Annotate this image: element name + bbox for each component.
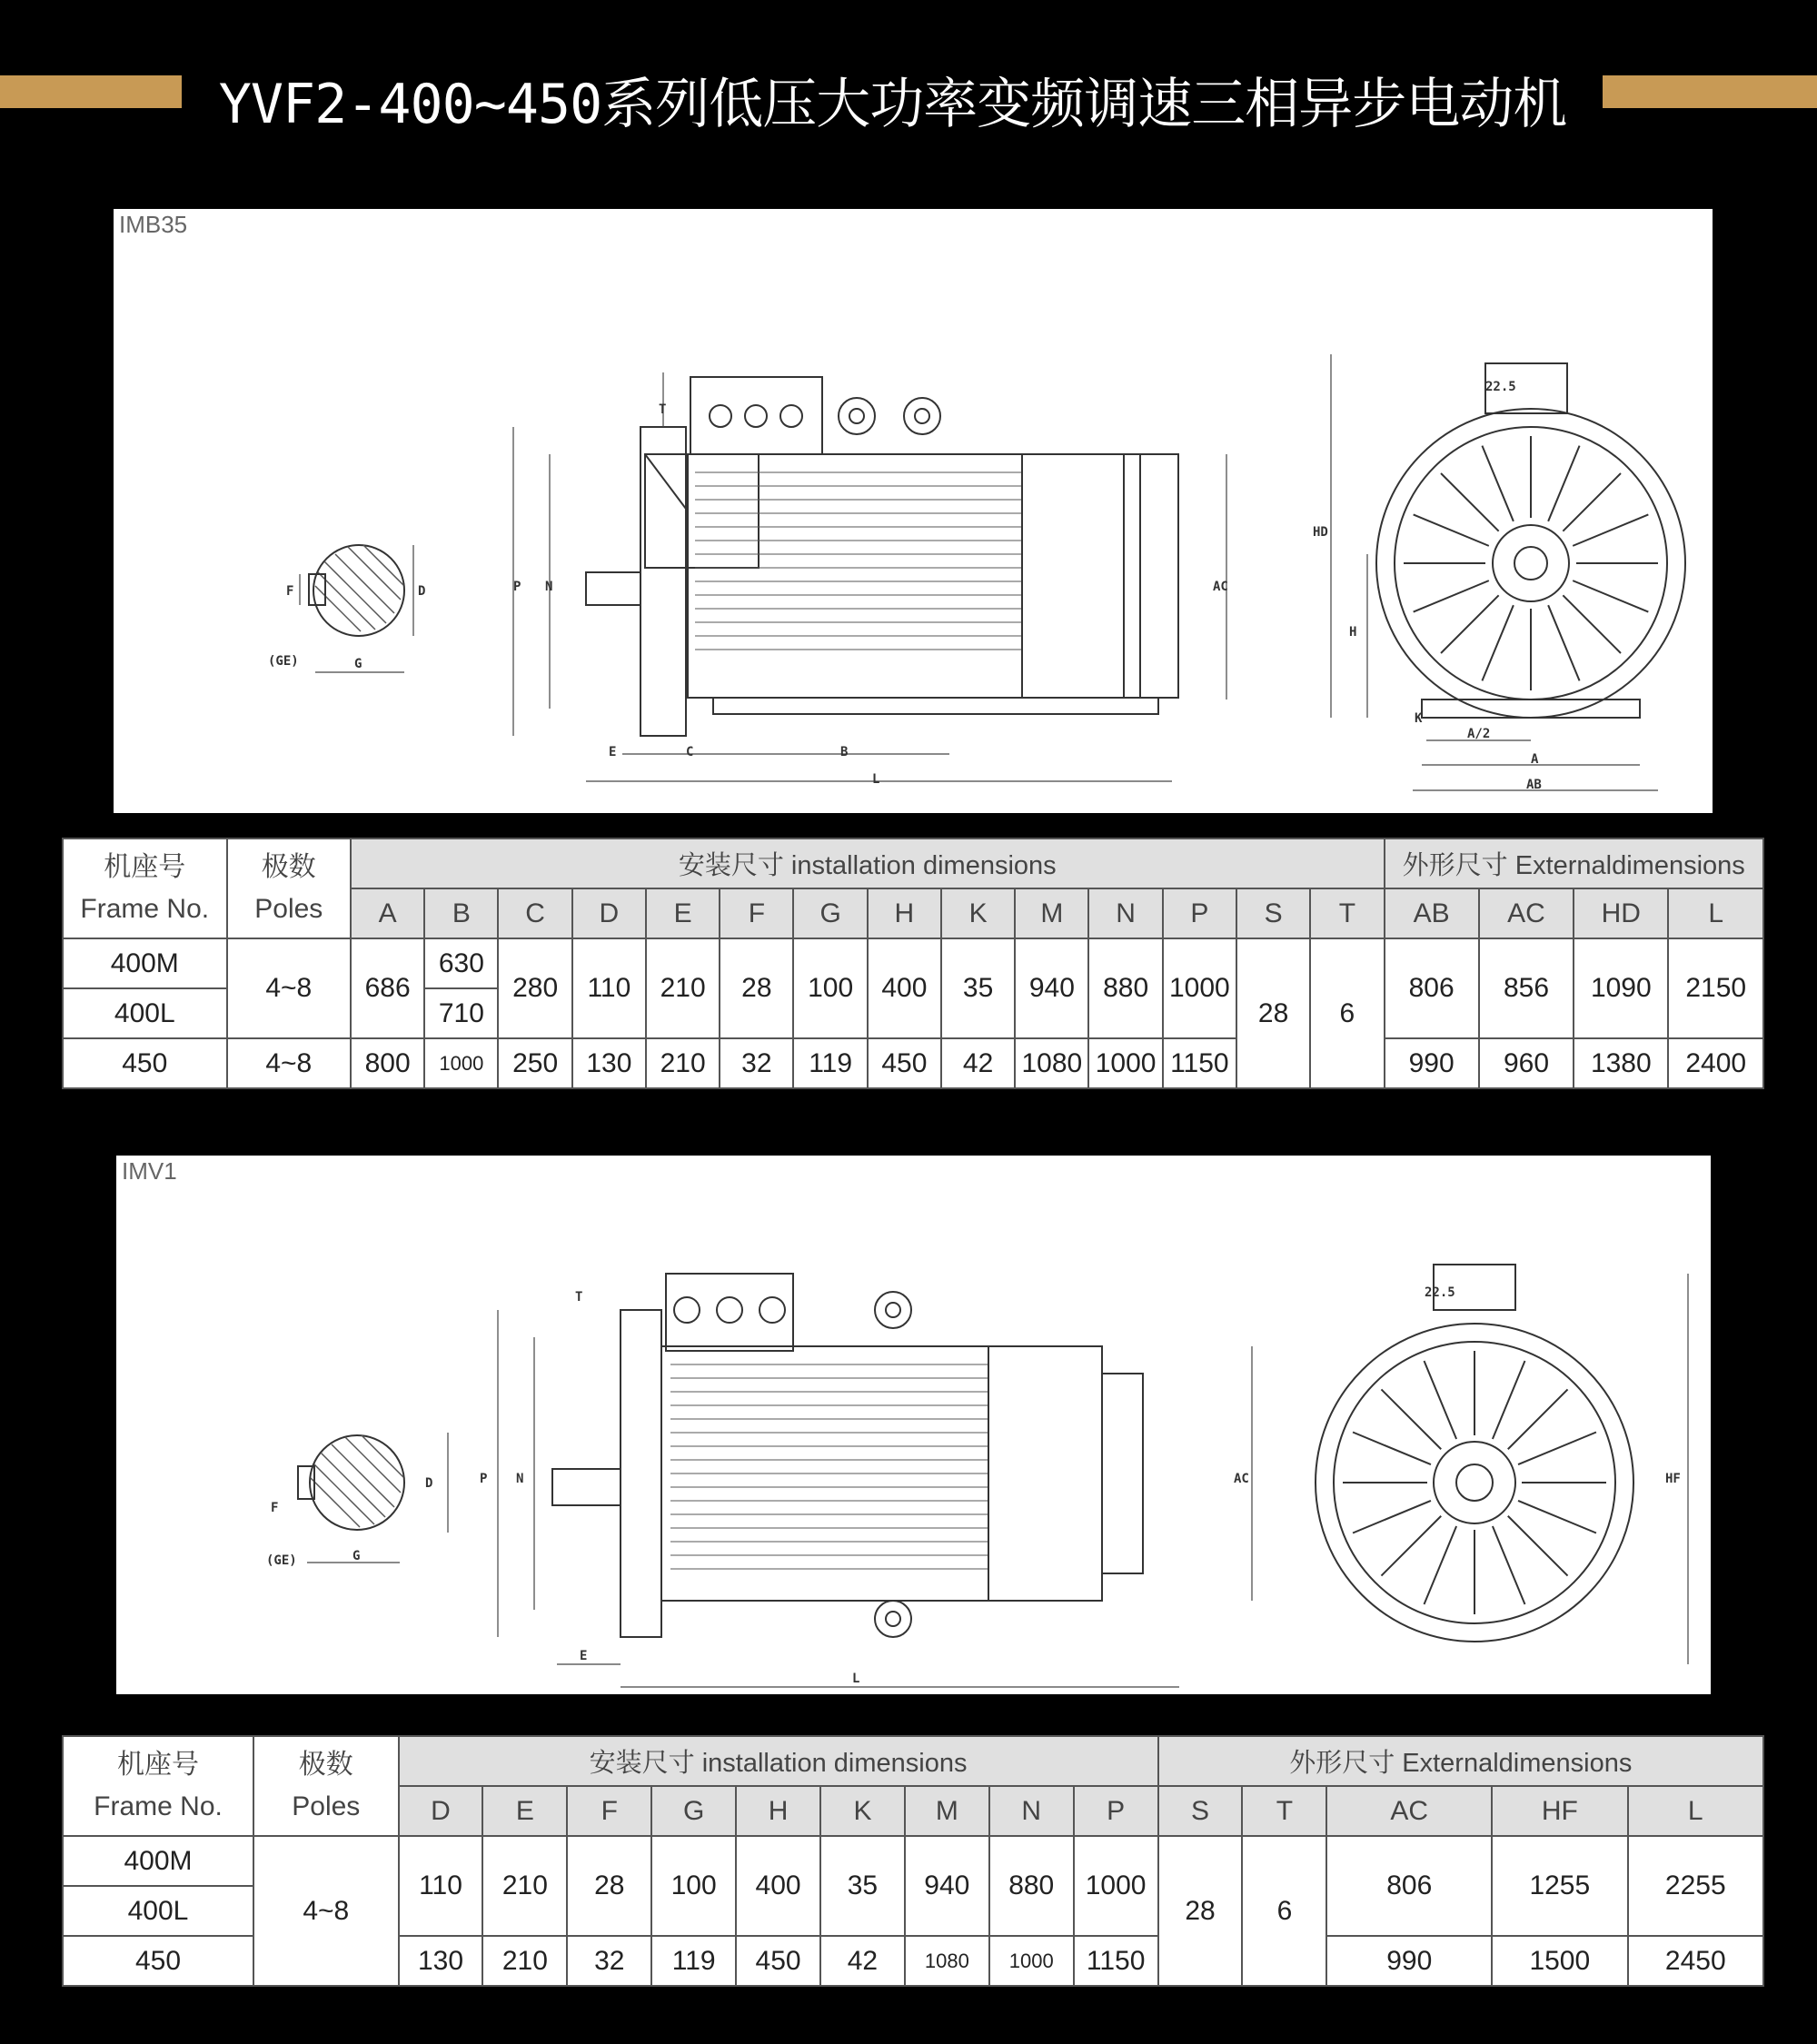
drawing-label: IMB35 (119, 211, 188, 238)
col-header-B: B (424, 888, 498, 938)
cell-B: 630 (424, 938, 498, 988)
dim-P: P (480, 1472, 488, 1486)
dim-AB: AB (1526, 778, 1542, 792)
drawing-imv1 (116, 1156, 1711, 1694)
cooling-rib (1425, 1361, 1457, 1439)
dimension-table-imb35 (62, 838, 1764, 1089)
table-row (63, 938, 1763, 988)
cell-K: 35 (820, 1836, 905, 1936)
cooling-rib (1508, 1389, 1568, 1449)
gold-accent-left (0, 75, 182, 108)
cell-AB: 806 (1385, 938, 1479, 1038)
dim-L: L (872, 772, 880, 787)
cell-H: 450 (736, 1936, 820, 1986)
cell-H: 450 (868, 1038, 941, 1088)
dim-T1: T (659, 402, 667, 417)
drawing-label: IMV1 (122, 1157, 177, 1185)
cooling-rib (1381, 1516, 1441, 1576)
motor-drawing-imv1 (116, 1156, 1711, 1694)
col-header-E: E (646, 888, 720, 938)
cell-M: 940 (905, 1836, 989, 1936)
cooling-rib (1482, 446, 1513, 521)
cell-L: 2255 (1628, 1836, 1763, 1936)
col-header-D: D (572, 888, 646, 938)
poles-header: 极数 Poles (227, 838, 351, 938)
cooling-rib (1548, 446, 1579, 521)
cooling-rib (1548, 605, 1579, 680)
cell-P: 1150 (1074, 1936, 1158, 1986)
dim-angle: 22.5 (1485, 380, 1516, 394)
col-header-F: F (720, 888, 793, 938)
dim-F: F (286, 584, 294, 599)
cell-P: 1000 (1163, 938, 1236, 1038)
col-header-E: E (482, 1786, 567, 1836)
col-header-M: M (905, 1786, 989, 1836)
cell-N: 880 (989, 1836, 1074, 1936)
cell-N: 880 (1088, 938, 1162, 1038)
dim-B: B (840, 745, 849, 759)
cooling-rib (1518, 1433, 1596, 1465)
motor-side-view (498, 1274, 1252, 1687)
cell-AC: 806 (1326, 1836, 1492, 1936)
cell-B: 710 (424, 988, 498, 1038)
col-header-F: F (567, 1786, 651, 1836)
col-header-AB: AB (1385, 888, 1479, 938)
frame-no-header: 机座号 Frame No. (63, 838, 227, 938)
col-header-D: D (399, 1786, 483, 1836)
cell-G: 100 (651, 1836, 736, 1936)
cooling-rib (1573, 580, 1648, 611)
cell-T: 6 (1242, 1836, 1326, 1986)
cell-E: 210 (482, 1936, 567, 1986)
dim-G: G (354, 657, 362, 671)
cell-HF: 1500 (1492, 1936, 1627, 1986)
cell-M: 940 (1015, 938, 1088, 1038)
dim-N: N (516, 1472, 524, 1486)
frame-cell: 400M (63, 938, 227, 988)
cell-F: 28 (720, 938, 793, 1038)
dim-A2: A/2 (1467, 727, 1491, 741)
cell-A: 800 (351, 1038, 424, 1088)
col-header-G: G (651, 1786, 736, 1836)
cell-A: 686 (351, 938, 424, 1038)
col-header-HF: HF (1492, 1786, 1627, 1836)
table-row (63, 1038, 1763, 1088)
cell-M: 1080 (1015, 1038, 1088, 1088)
motor-end-view (1316, 1265, 1688, 1664)
page-title: YVF2-400~450系列低压大功率变频调速三相异步电动机 (218, 73, 1567, 136)
motor-drawing-imb35 (114, 209, 1713, 813)
poles-cell: 4~8 (227, 938, 351, 1038)
col-header-A: A (351, 888, 424, 938)
dim-H: H (1349, 625, 1357, 640)
col-header-S: S (1158, 1786, 1243, 1836)
dim-HD: HD (1313, 525, 1328, 540)
cell-C: 250 (498, 1038, 571, 1088)
cell-G: 119 (651, 1936, 736, 1986)
motor-side-view (513, 372, 1226, 781)
cooling-rib (1414, 580, 1489, 611)
cooling-rib (1493, 1526, 1525, 1604)
cell-L: 2150 (1668, 938, 1763, 1038)
cell-K: 42 (820, 1936, 905, 1986)
cell-F: 32 (567, 1936, 651, 1986)
title-bar (0, 0, 1817, 173)
dim-F: F (271, 1501, 279, 1515)
col-header-M: M (1015, 888, 1088, 938)
cell-H: 400 (736, 1836, 820, 1936)
shaft-section (300, 545, 413, 672)
dim-L: L (852, 1672, 860, 1686)
dim-GE: (GE) (268, 654, 299, 669)
cell-T: 6 (1310, 938, 1384, 1088)
col-header-HD: HD (1574, 888, 1668, 938)
col-header-G: G (793, 888, 867, 938)
col-header-N: N (989, 1786, 1074, 1836)
cell-E: 210 (482, 1836, 567, 1936)
dimension-table-imv1 (62, 1735, 1764, 1987)
cooling-rib (1414, 514, 1489, 545)
cell-K: 35 (941, 938, 1015, 1038)
cell-L: 2400 (1668, 1038, 1763, 1088)
col-header-S: S (1236, 888, 1310, 938)
cell-P: 1150 (1163, 1038, 1236, 1088)
shaft-section (298, 1433, 448, 1563)
cooling-rib (1353, 1433, 1431, 1465)
cooling-rib (1518, 1501, 1596, 1533)
external-dims-header: 外形尺寸 Externaldimensions (1385, 838, 1764, 888)
cell-P: 1000 (1074, 1836, 1158, 1936)
cell-N: 1000 (989, 1936, 1074, 1986)
frame-cell: 450 (63, 1936, 253, 1986)
col-header-L: L (1628, 1786, 1763, 1836)
dim-HF: HF (1665, 1472, 1681, 1486)
cooling-rib (1563, 595, 1621, 653)
frame-cell: 400L (63, 1886, 253, 1936)
install-dims-header: 安装尺寸 installation dimensions (351, 838, 1385, 888)
cell-HD: 1380 (1574, 1038, 1668, 1088)
col-header-H: H (868, 888, 941, 938)
dim-G: G (352, 1549, 361, 1563)
dim-C: C (686, 745, 694, 759)
cell-F: 32 (720, 1038, 793, 1088)
cooling-rib (1508, 1516, 1568, 1576)
cell-S: 28 (1236, 938, 1310, 1088)
cell-S: 28 (1158, 1836, 1243, 1986)
cooling-rib (1425, 1526, 1457, 1604)
frame-cell: 400L (63, 988, 227, 1038)
col-header-P: P (1163, 888, 1236, 938)
cooling-rib (1353, 1501, 1431, 1533)
cooling-rib (1563, 473, 1621, 531)
dim-angle: 22.5 (1425, 1285, 1455, 1300)
frame-no-header: 机座号 Frame No. (63, 1736, 253, 1836)
cell-G: 119 (793, 1038, 867, 1088)
motor-end-view (1331, 354, 1685, 790)
install-dims-header: 安装尺寸 installation dimensions (399, 1736, 1158, 1786)
cooling-rib (1441, 473, 1499, 531)
drawing-imb35 (114, 209, 1713, 813)
col-header-N: N (1088, 888, 1162, 938)
dim-E: E (609, 745, 617, 759)
table-row (63, 1836, 1763, 1886)
cell-H: 400 (868, 938, 941, 1038)
cell-D: 110 (399, 1836, 483, 1936)
cell-HF: 1255 (1492, 1836, 1627, 1936)
cooling-rib (1493, 1361, 1525, 1439)
col-header-T: T (1310, 888, 1384, 938)
cell-AC: 960 (1479, 1038, 1574, 1088)
col-header-T: T (1242, 1786, 1326, 1836)
cell-D: 130 (572, 1038, 646, 1088)
dim-GE: (GE) (266, 1553, 297, 1568)
gold-accent-right (1603, 75, 1817, 108)
poles-cell: 4~8 (253, 1836, 399, 1986)
cell-K: 42 (941, 1038, 1015, 1088)
dim-AC: AC (1234, 1472, 1249, 1486)
dim-D: D (425, 1476, 433, 1491)
dim-T: T (575, 1290, 583, 1305)
cell-L: 2450 (1628, 1936, 1763, 1986)
cell-E: 210 (646, 938, 720, 1038)
col-header-P: P (1074, 1786, 1158, 1836)
poles-cell: 4~8 (227, 1038, 351, 1088)
cooling-rib (1381, 1389, 1441, 1449)
col-header-K: K (941, 888, 1015, 938)
external-dims-header: 外形尺寸 Externaldimensions (1158, 1736, 1763, 1786)
dim-N: N (545, 580, 553, 594)
cell-D: 110 (572, 938, 646, 1038)
cooling-rib (1441, 595, 1499, 653)
cell-E: 210 (646, 1038, 720, 1088)
col-header-AC: AC (1326, 1786, 1492, 1836)
dim-E: E (580, 1649, 588, 1663)
frame-cell: 450 (63, 1038, 227, 1088)
cell-G: 100 (793, 938, 867, 1038)
cell-AB: 990 (1385, 1038, 1479, 1088)
cell-N: 1000 (1088, 1038, 1162, 1088)
cooling-rib (1573, 514, 1648, 545)
dim-D: D (418, 584, 426, 599)
dim-AC: AC (1213, 580, 1228, 594)
frame-cell: 400M (63, 1836, 253, 1886)
cell-HD: 1090 (1574, 938, 1668, 1038)
dim-P: P (513, 580, 521, 594)
cooling-rib (1482, 605, 1513, 680)
dim-K: K (1415, 711, 1423, 726)
poles-header: 极数 Poles (253, 1736, 399, 1836)
cell-B: 1000 (424, 1038, 498, 1088)
cell-F: 28 (567, 1836, 651, 1936)
cell-D: 130 (399, 1936, 483, 1986)
cell-AC: 990 (1326, 1936, 1492, 1986)
col-header-AC: AC (1479, 888, 1574, 938)
col-header-C: C (498, 888, 571, 938)
cell-M: 1080 (905, 1936, 989, 1986)
cell-AC: 856 (1479, 938, 1574, 1038)
col-header-H: H (736, 1786, 820, 1836)
dim-A: A (1531, 752, 1539, 767)
col-header-L: L (1668, 888, 1763, 938)
col-header-K: K (820, 1786, 905, 1836)
cell-C: 280 (498, 938, 571, 1038)
